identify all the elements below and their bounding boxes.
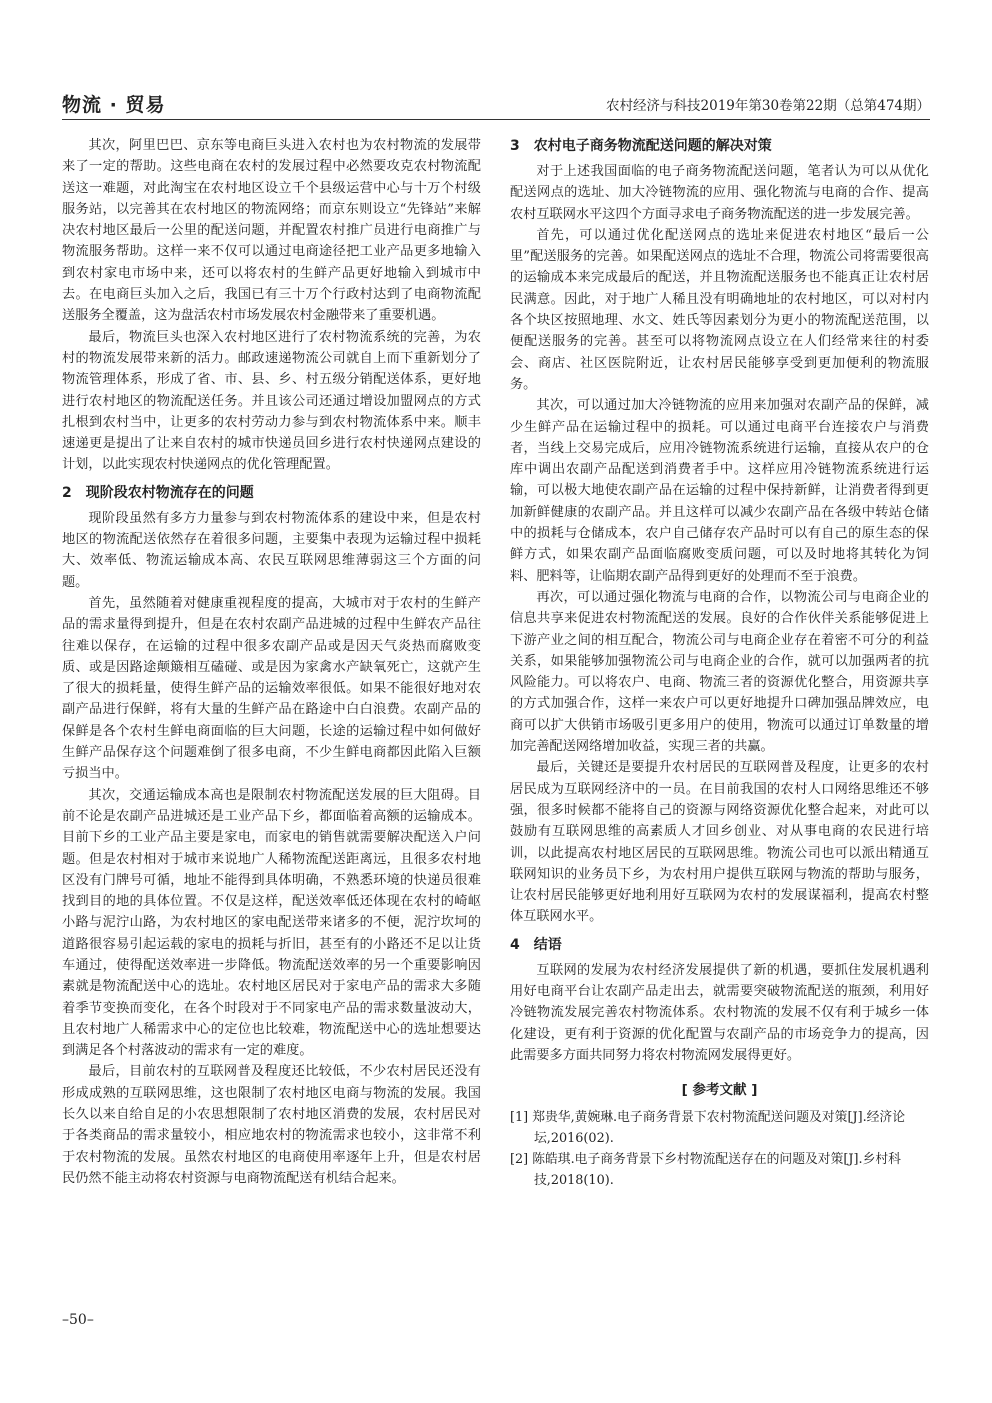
paragraph: 对于上述我国面临的电子商务物流配送问题，笔者认为可以从优化配送网点的选址、加大冷链物流的应用、强化物流与电商的合作、提高农村互联网水平这四个方面寻求电子商务物流配送的进一步发展完善。 [510,164,929,222]
section-heading-3: 3 农村电子商务物流配送问题的解决对策 [510,138,772,154]
paragraph: 其次，阿里巴巴、京东等电商巨头进入农村也为农村物流的发展带来了一定的帮助。这些电商在农村的发展过程中必然要攻克农村物流配送这一难题，对此淘宝在农村地区设立千个县级运营中心与十万个村级服务站，以完善其在农村地区的物流网络；而京东则设立“先锋站”来解决农村地区最后一公里的配送问题，并配置农村推广员进行电商推广与物流服务帮助。这样一来不仅可以通过电商途径把工业产品更多地输入到农村家电市场中来，还可以将农村的生鲜产品更好地输入到城市中去。在电商巨头加入之后，我国已有三十万个行政村达到了电商物流配送服务全覆盖，这为盘活农村市场发展农村金融带来了重要机遇。 [62,138,481,324]
paragraph: 最后，关键还是要提升农村居民的互联网普及程度，让更多的农村居民成为互联网经济中的一员。在目前我国的农村人口网络思维还不够强，很多时候都不能将自己的资源与网络资源优化整合起来，对此可以鼓励有互联网思维的高素质人才回乡创业、对从事电商的农民进行培训，以此提高农村地区居民的互联网思维。物流公司也可以派出精通互联网知识的业务员下乡，为农村用户提供互联网与物流的帮助与服务，让农村居民能够更好地利用好互联网为农村的发展谋福利，提高农村整体互联网水平。 [510,760,929,925]
section-heading-4: 4 结语 [510,936,562,953]
section-heading-2: 2 现阶段农村物流存在的问题 [62,484,254,501]
header-rule [62,119,930,120]
paragraph: 再次，可以通过强化物流与电商的合作，以物流公司与电商企业的信息共享来促进农村物流配送的发展。良好的合作伙伴关系能够促进上下游产业之间的相互配合，物流公司与电商企业存在着密不可分的利益关系，如果能够加强物流公司与电商企业的合作，就可以加强两者的抗风险能力。可以将农户、电商、物流三者的资源优化整合，用资源共享的方式加强合作，这样一来农户可以更好地提升口碑加强品牌效应，电商可以扩大供销市场吸引更多用户的使用，物流可以通过订单数量的增加完善配送网络增加收益，实现三者的共赢。 [510,589,929,755]
paragraph: 互联网的发展为农村经济发展提供了新的机遇，要抓住发展机遇利用好电商平台让农副产品走出去，就需要突破物流配送的瓶颈，利用好冷链物流发展完善农村物流体系。农村物流的发展不仅有利于城乡一体化建设，更有利于资源的优化配置与农副产品的市场竞争力的提高，因此需要多方面共同努力将农村物流网发展得更好。 [510,962,929,1063]
paragraph: 首先，虽然随着对健康重视程度的提高，大城市对于农村的生鲜产品的需求量得到提升，但是在农村农副产品进城的过程中生鲜农产品往往难以保存，在运输的过程中很多农副产品或是因天气炎热而腐败变质、或是因路途颠簸相互磕碰、或是因为家禽水产缺氧死亡，这就产生了很大的损耗量，使得生鲜产品的运输效率很低。如果不能很好地对农副产品进行保鲜，将有大量的生鲜产品在路途中白白浪费。农副产品的保鲜是各个农村生鲜电商面临的巨大问题，长途的运输过程中如何做好生鲜产品保存这个问题难倒了很多电商，不少生鲜电商都因此陷入巨额亏损当中。 [62,595,481,782]
journal-info: 农村经济与科技2019年第30卷第22期（总第474期） [606,98,930,114]
paragraph: 最后，物流巨头也深入农村地区进行了农村物流系统的完善，为农村的物流发展带来新的活力。邮政速递物流公司就自上而下重新划分了物流管理体系，形成了省、市、县、乡、村五级分销配送体系，更好地进行农村地区的物流配送任务。并且该公司还通过增设加盟网点的方式扎根到农村当中，让更多的农村劳动力参与到农村物流体系中来。顺丰速递更是提出了让来自农村的城市快递员回乡进行农村快递网点建设的计划，以此实现农村快递网点的优化管理配置。 [62,329,481,473]
left-column [62,135,481,1189]
reference-item: [1] 郑贵华,黄婉琳.电子商务背景下农村物流配送问题及对策[J].经济论坛,2016(02). [510,1110,906,1147]
running-header [62,88,930,118]
reference-item: [2] 陈皓琪.电子商务背景下乡村物流配送存在的问题及对策[J].乡村科技,2018(10). [510,1152,901,1189]
right-column [510,135,929,1191]
section-label: 物流 · 贸易 [62,94,166,116]
page-number: –50– [62,1312,94,1328]
references-title: [ 参考文献 ] [681,1082,758,1099]
paragraph: 其次，交通运输成本高也是限制农村物流配送发展的巨大阻碍。目前不论是农副产品进城还是工业产品下乡，都面临着高额的运输成本。目前下乡的工业产品主要是家电，而家电的销售就需要解决配送入户问题。但是农村相对于城市来说地广人稀物流配送距离远，且很多农村地区没有门牌号可循，地址不能得到具体明确，不熟悉环境的快递员很难找到目的地的具体位置。不仅是这样，配送效率低还体现在农村的崎岖小路与泥泞山路，为农村地区的家电配送带来诸多的不便，泥泞坎坷的道路很容易引起运载的家电的损耗与折旧，甚至有的小路还不足以让货车通过，使得配送效率进一步降低。物流配送效率的另一个重要影响因素就是物流配送中心的选址。农村地区居民对于家电产品的需求大多随着季节变换而变化，在各个时段对于不同家电产品的需求数量波动大，且农村地广人稀需求中心的定位也比较难，物流配送中心的选址想要达到满足各个村落波动的需求有一定的难度。 [62,787,481,1059]
paragraph: 最后，目前农村的互联网普及程度还比较低，不少农村居民还没有形成成熟的互联网思维，这也限制了农村地区电商与物流的发展。我国长久以来自给自足的小农思想限制了农村地区消费的发展，农村居民对于各类商品的需求量较小，相应地农村的物流需求也较小，这非常不利于农村物流的发展。虽然农村地区的电商使用率逐年上升，但是农村居民仍然不能主动将农村资源与电商物流配送有机结合起来。 [62,1064,481,1186]
paragraph: 现阶段虽然有多方力量参与到农村物流体系的建设中来，但是农村地区的物流配送依然存在着很多问题，主要集中表现为运输过程中损耗大、效率低、物流运输成本高、农民互联网思维薄弱这三个方面的问题。 [62,510,481,590]
paragraph: 其次，可以通过加大冷链物流的应用来加强对农副产品的保鲜，减少生鲜产品在运输过程中的损耗。可以通过电商平台连接农户与消费者，当线上交易完成后，应用冷链物流系统进行运输，直接从农户的仓库中调出农副产品配送到消费者手中。这样应用冷链物流系统进行运输，可以极大地使农副产品在运输的过程中保持新鲜，让消费者得到更加新鲜健康的农副产品。并且这样可以减少农副产品在各级中转站仓储中的损耗与仓储成本，农户自己储存农产品时可以有自己的原生态的保鲜方式，如果农副产品面临腐败变质问题，可以及时地将其转化为饲料、肥料等，让临期农副产品得到更好的处理而不至于浪费。 [510,398,929,584]
paragraph: 首先，可以通过优化配送网点的选址来促进农村地区“最后一公里”配送服务的完善。如果配送网点的选址不合理，物流公司将需要很高的运输成本来完成最后的配送，并且物流配送服务也不能真正让农村居民满意。因此，对于地广人稀且没有明确地址的农村地区，可以对村内各个块区按照地理、水文、姓氏等因素划分为更小的物流配送范围，以便配送服务的完善。甚至可以将物流网点设立在人们经常来往的村委会、商店、社区医院附近，让农村居民能够享受到更加便利的物流服务。 [510,227,929,392]
